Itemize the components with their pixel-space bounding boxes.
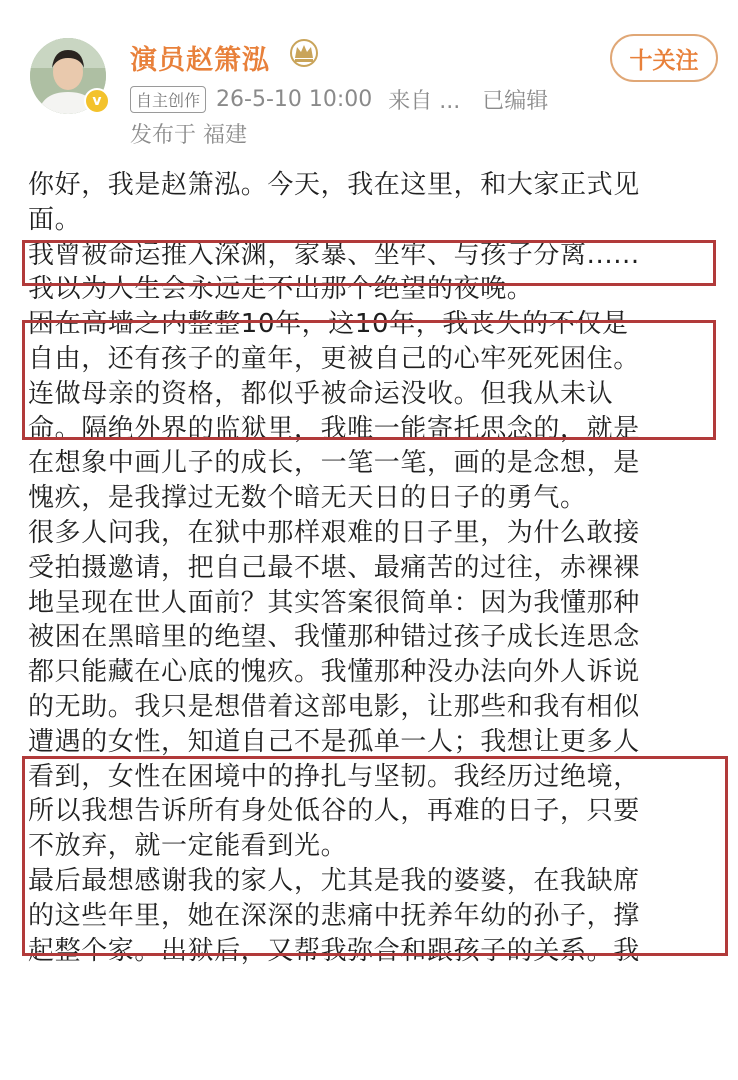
post-text-line: 遭遇的女性，知道自己不是孤单一人；我想让更多人	[28, 726, 640, 757]
post-text-line: 我曾被命运推入深渊，家暴、坐牢、与孩子分离......	[28, 239, 640, 270]
post-text-line: 困在高墙之内整整10年，这10年，我丧失的不仅是	[28, 309, 629, 340]
post-text-line: 很多人问我，在狱中那样艰难的日子里，为什么敢接	[28, 517, 640, 548]
post-timestamp: 26-5-10 10:00	[216, 86, 373, 112]
post-text-line: 命。隔绝外界的监狱里，我唯一能寄托思念的，就是	[28, 413, 640, 444]
username[interactable]: 演员赵箫泓	[130, 45, 270, 76]
post-meta	[130, 86, 548, 112]
post-text-line: 的这些年里，她在深深的悲痛中抚养年幼的孙子，撑	[28, 900, 640, 931]
post-text-line: 被困在黑暗里的绝望、我懂那种错过孩子成长连思念	[28, 622, 640, 653]
edited-label[interactable]: 已编辑	[482, 88, 549, 114]
post-text-line: 的无助。我只是想借着这部电影，让那些和我有相似	[28, 691, 640, 722]
crown-badge-icon[interactable]	[287, 38, 321, 68]
post-text-line: 自由，还有孩子的童年，更被自己的心牢死死困住。	[28, 343, 640, 374]
post-location: 发布于 福建	[130, 123, 247, 148]
post-text-line: 受拍摄邀请，把自己最不堪、最痛苦的过往，赤裸裸	[28, 552, 640, 583]
original-content-tag: 自主创作	[130, 86, 206, 113]
post-text-line: 你好，我是赵箫泓。今天，我在这里，和大家正式见	[28, 170, 640, 200]
follow-button[interactable]: 十关注	[610, 34, 718, 82]
post-text-line: 面。	[28, 204, 82, 235]
post-text-line: 在想象中画儿子的成长，一笔一笔，画的是念想，是	[28, 448, 640, 479]
post-text-line: 不放弃，就一定能看到光。	[28, 831, 348, 862]
post-text-line: 最后最想感谢我的家人，尤其是我的婆婆，在我缺席	[28, 865, 640, 896]
post-text-line: 连做母亲的资格，都似乎被命运没收。但我从未认	[28, 378, 614, 409]
post-source[interactable]: 来自 ...	[388, 88, 461, 114]
post-text-line: 看到，女性在困境中的挣扎与坚韧。我经历过绝境，	[28, 761, 640, 792]
post-text-line: 愧疚，是我撑过无数个暗无天日的日子的勇气。	[28, 483, 587, 514]
post-text-line: 都只能藏在心底的愧疚。我懂那种没办法向外人诉说	[28, 657, 640, 688]
post-body	[28, 168, 718, 968]
post-text-line: 我以为人生会永远走不出那个绝望的夜晚。	[28, 274, 534, 305]
post-text-line: 地呈现在世人面前？其实答案很简单：因为我懂那种	[28, 587, 640, 618]
verified-badge-icon: v	[84, 88, 110, 114]
post-text-line: 所以我想告诉所有身处低谷的人，再难的日子，只要	[28, 796, 640, 827]
post-text-line: 起整个家。出狱后，又帮我弥合和跟孩子的关系。我	[28, 935, 640, 966]
